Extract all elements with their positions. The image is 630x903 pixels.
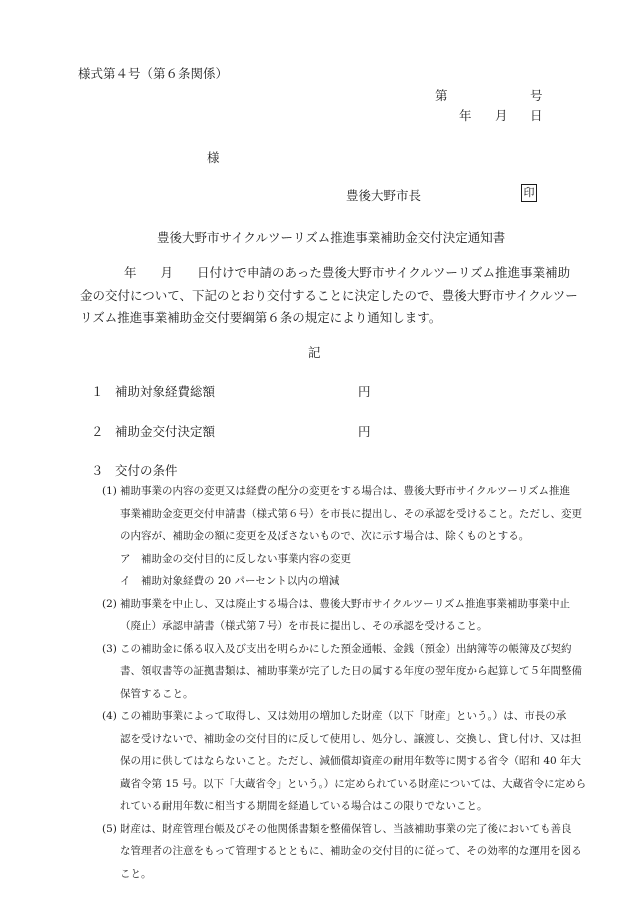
condition-text-line: こと。 [120,867,152,880]
condition-text-line: 書、領収書等の証拠書類は、補助事業が完了した日の属する年度の翌年度から起算して５年間整備 [120,665,582,677]
intro-paragraph [80,262,578,330]
condition-sub-item: イ 補助対象経費の 20 パーセント以内の増減 [120,575,340,587]
condition-number: (5) [102,822,117,835]
item-2-number: ２ [91,424,104,439]
form-number: 様式第４号（第６条関係） [78,66,229,81]
item-1-number: １ [91,384,104,399]
condition-number: (3) [102,642,117,655]
item-2-unit: 円 [358,424,371,439]
intro-month: 月 [160,265,174,280]
condition-text-line: この補助金に係る収入及び支出を明らかにした預金通帳、金銭（預金）出納簿等の帳簿及び契約 [120,642,572,655]
conditions-heading: 交付の条件 [115,463,178,478]
condition-number: (2) [102,597,117,610]
conditions-number: ３ [91,463,104,478]
condition-sub-item: ア 補助金の交付目的に反しない事業内容の変更 [120,552,351,565]
date-day: 日 [530,108,543,123]
condition-text-line: この補助事業によって取得し、又は効用の増加した財産（以下「財産」という。）は、市長の承 [120,710,567,722]
ki-heading: 記 [308,345,321,360]
date-month: 月 [495,108,508,123]
seal-mark: 印 [521,184,537,202]
condition-text-line: 補助事業を中止し、又は廃止する場合は、豊後大野市サイクルツーリズム推進事業補助事業中止 [120,597,571,610]
sender: 豊後大野市長 [346,188,422,203]
addressee-suffix: 様 [207,150,220,165]
item-1-label: 補助対象経費総額 [115,384,216,399]
condition-text-line: 保管すること。 [120,687,194,700]
condition-text-line: 財産は、財産管理台帳及びその他関係書類を整備保管し、当該補助事業の完了後においても善良 [120,822,572,835]
doc-no-prefix: 第 [435,88,448,103]
item-2-label: 補助金交付決定額 [115,424,216,439]
condition-text-line: れている耐用年数に相当する期間を経過している場合はこの限りでないこと。 [120,800,488,812]
condition-text-line: 蔵省令第 15 号。以下「大蔵省令」という。）に定められている財産については、大蔵省令に定めら [120,777,587,790]
condition-text-line: な管理者の注意をもって管理するとともに、補助金の交付目的に従って、その効率的な運用を図る [120,845,582,857]
condition-number: (1) [102,485,117,497]
doc-no-suffix: 号 [530,88,543,103]
intro-year: 年 [124,265,137,280]
condition-text-line: 保の用に供してはならないこと。ただし、減価償却資産の耐用年数等に関する省令（昭和 40 年大 [120,755,582,767]
condition-text-line: 認を受けないで、補助金の交付目的に反して使用し、処分し、譲渡し、交換し、貸し付け、又は担 [120,732,582,745]
condition-number: (4) [102,710,117,722]
intro-line2: 金の交付について、下記のとおり交付することに決定したので、豊後大野市サイクルツー [80,287,578,303]
condition-text-line: 補助事業の内容の変更又は経費の配分の変更をする場合は、豊後大野市サイクルツーリズム推進 [120,485,571,497]
document-title: 豊後大野市サイクルツーリズム推進事業補助金交付決定通知書 [157,230,506,245]
date-year: 年 [459,108,472,123]
condition-text-line: （廃止）承認申請書（様式第７号）を市長に提出し、その承認を受けること。 [120,620,488,632]
condition-text-line: 事業補助金変更交付申請書（様式第６号）を市長に提出し、その承認を受けること。ただし、変更 [120,507,582,520]
condition-text-line: の内容が、補助金の額に変更を及ぼさないもので、次に示す場合は、除くものとする。 [120,530,530,542]
intro-line3: リズム推進事業補助金交付要綱第６条の規定により通知します。 [80,310,442,325]
intro-line1: 日付けで申請のあった豊後大野市サイクルツーリズム推進事業補助 [197,265,571,280]
item-1-unit: 円 [358,384,371,399]
